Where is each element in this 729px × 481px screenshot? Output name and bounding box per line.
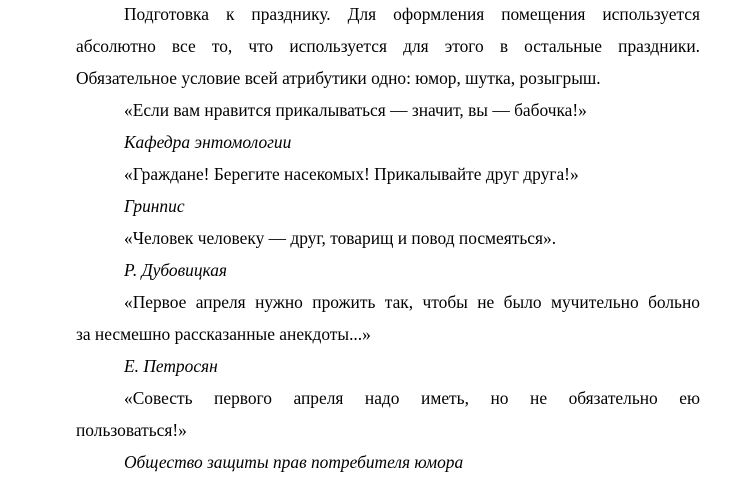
quote-text: «Человек человеку — друг, товарищ и повод посмеяться». bbox=[124, 228, 557, 248]
quote-author: Гринпис bbox=[124, 196, 185, 216]
quote-text: пользоваться!» bbox=[76, 420, 187, 440]
paragraph-line: Обязательное условие всей атрибутики одно: юмор, шутка, розыгрыш. bbox=[76, 68, 601, 88]
quote-text: «Совесть первого апреля надо иметь, но не обязательно ею bbox=[124, 388, 700, 408]
quote-author: Е. Петросян bbox=[124, 356, 218, 376]
quote-text: «Первое апреля нужно прожить так, чтобы не было мучительно больно bbox=[124, 292, 700, 312]
quote-author: Общество защиты прав потребителя юмора bbox=[124, 452, 464, 472]
paragraph-line: Подготовка к празднику. Для оформления помещения используется bbox=[124, 4, 700, 24]
quote-text: «Если вам нравится прикалываться — значит, вы — бабочка!» bbox=[124, 100, 587, 120]
quote-author: Р. Дубовицкая bbox=[124, 260, 227, 280]
quote-author: Кафедра энтомологии bbox=[124, 132, 292, 152]
paragraph-line: абсолютно все то, что используется для этого в остальные праздники. bbox=[76, 36, 700, 56]
quote-text: «Граждане! Берегите насекомых! Прикалывайте друг друга!» bbox=[124, 164, 579, 184]
quote-text: за несмешно рассказанные анекдоты...» bbox=[76, 324, 371, 344]
